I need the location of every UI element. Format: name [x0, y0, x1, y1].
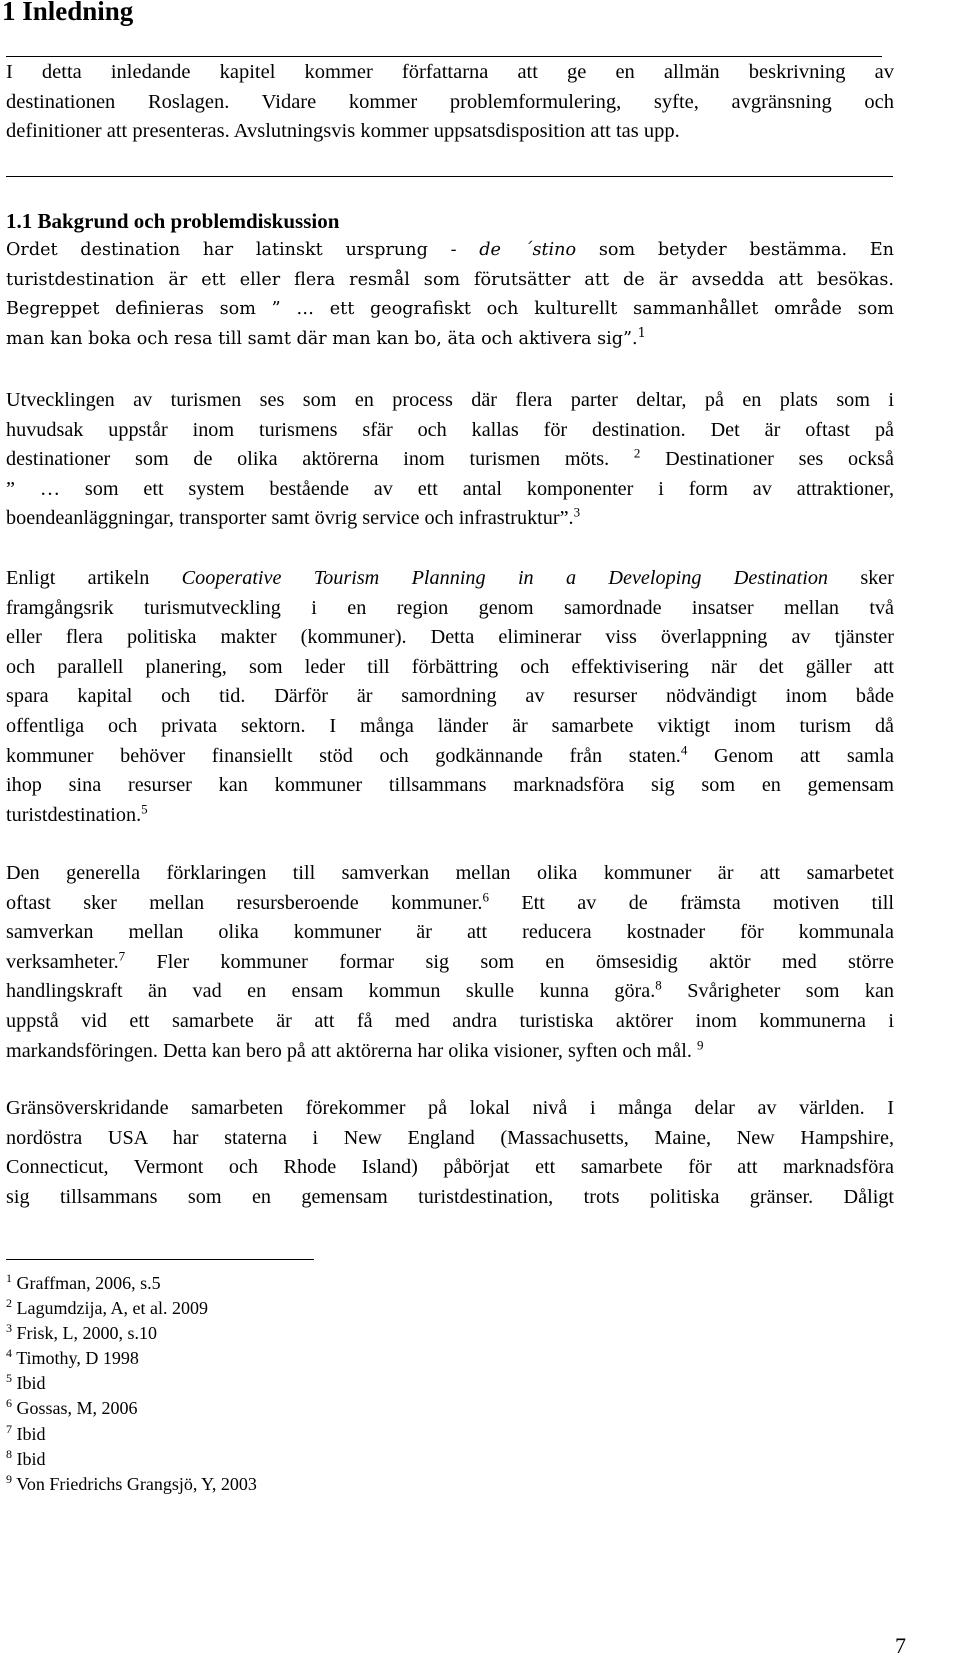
paragraph-line: nordöstra USA har staterna i New England (Massachusetts, Maine, New Hampshire,: [6, 1126, 894, 1149]
paragraph-5: [6, 1094, 894, 1212]
paragraph-line: turistdestination är ett eller flera resmål som förutsätter att de är avsedda att besökas.: [6, 269, 894, 290]
paragraph-line: [6, 236, 894, 266]
paragraph-line: [6, 742, 894, 772]
paragraph-line: huvudsak uppstår inom turismens sfär och kallas för destination. Det är oftast på: [6, 418, 894, 441]
footnote-item: [6, 1447, 257, 1472]
paragraph-line: [6, 325, 894, 355]
footnote-text: Timothy, D 1998: [16, 1348, 139, 1369]
footnote-number: 4: [6, 1346, 12, 1361]
chapter-heading: 1 Inledning: [2, 0, 134, 26]
text-segment: Genom att samla: [687, 744, 894, 767]
paragraph-line: [6, 564, 894, 594]
text-segment: oftast sker mellan resursberoende kommuner.: [6, 891, 483, 914]
footnote-ref: 4: [680, 741, 688, 757]
paragraph-3: [6, 564, 894, 830]
italic-term: de ´stino: [479, 240, 577, 260]
text-segment: Ordet destination har latinskt ursprung -: [6, 240, 480, 260]
page-number: 7: [895, 1633, 906, 1658]
footnote-separator: [6, 1259, 314, 1260]
footnote-ref: 3: [573, 504, 581, 520]
text-segment: destinationer som de olika aktörerna inom turismen möts.: [6, 448, 634, 471]
paragraph-line: framgångsrik turismutveckling i en region genom samordnade insatser mellan två: [6, 596, 894, 619]
paragraph-line: sig tillsammans som en gemensam turistdestination, trots politiska gränser. Dåligt: [6, 1185, 894, 1208]
footnote-ref: 7: [118, 948, 126, 964]
paragraph-line: [6, 889, 894, 919]
footnote-ref: 8: [655, 977, 662, 993]
text-segment: boendeanläggningar, transporter samt övrig service och infrastruktur”.: [6, 507, 574, 530]
intro-line: definitioner att presenteras. Avslutningsvis kommer uppsatsdisposition att tas upp.: [6, 120, 680, 143]
footnote-item: [6, 1296, 257, 1321]
text-segment: man kan boka och resa till samt där man kan bo, äta och aktivera sig”.: [6, 328, 638, 349]
top-rule: [6, 56, 882, 57]
text-segment: Ett av de främsta motiven till: [488, 891, 894, 914]
paragraph-line: Den generella förklaringen till samverkan mellan olika kommuner är att samarbetet: [6, 862, 894, 884]
paragraph-1: [6, 236, 894, 354]
italic-title: Cooperative Tourism Planning in a Developing Destination: [181, 567, 829, 589]
footnote-item: [6, 1271, 257, 1296]
text-segment: Enligt artikeln: [6, 567, 182, 589]
footnote-ref: 2: [633, 445, 641, 461]
paragraph-line: [6, 1037, 894, 1067]
footnote-ref: 9: [696, 1036, 704, 1052]
paragraph-line: [6, 977, 894, 1007]
paragraph-line: offentliga och privata sektorn. I många länder är samarbete viktigt inom turism då: [6, 714, 894, 737]
text-segment: handlingskraft än vad en ensam kommun skulle kunna göra.: [6, 980, 656, 1003]
text-segment: Fler kommuner formar sig som en ömsesidig aktör med större: [125, 950, 894, 973]
footnote-number: 5: [6, 1371, 12, 1386]
footnote-number: 1: [6, 1271, 12, 1285]
footnote-number: 2: [6, 1296, 12, 1311]
intro-paragraph: [6, 58, 894, 147]
footnote-number: 7: [6, 1421, 12, 1436]
footnote-item: [6, 1472, 257, 1497]
footnote-number: 8: [6, 1446, 12, 1461]
footnote-text: Ibid: [16, 1448, 46, 1469]
text-segment: som betyder bestämma. En: [576, 240, 894, 260]
footnote-text: Graffman, 2006, s.5: [16, 1273, 161, 1293]
intro-bottom-rule: [6, 176, 893, 177]
footnote-item: [6, 1371, 257, 1396]
footnote-ref: 5: [141, 801, 148, 817]
paragraph-4: [6, 859, 894, 1066]
footnote-text: Gossas, M, 2006: [16, 1398, 138, 1419]
footnote-ref: 1: [637, 325, 646, 341]
footnote-text: Ibid: [16, 1423, 46, 1444]
footnote-item: [6, 1422, 257, 1447]
paragraph-line: ihop sina resurser kan kommuner tillsammans marknadsföra sig som en gemensam: [6, 774, 894, 797]
footnote-ref: 6: [482, 888, 489, 904]
paragraph-line: [6, 445, 894, 475]
paragraph-line: [6, 948, 894, 978]
paragraph-line: Begreppet definieras som ” … ett geografiskt och kulturellt sammanhållet område som: [6, 299, 894, 320]
paragraph-line: Gränsöverskridande samarbeten förekommer på lokal nivå i många delar av världen. I: [6, 1097, 894, 1119]
paragraph-line: [6, 504, 894, 534]
text-segment: Svårigheter som kan: [661, 980, 894, 1003]
paragraph-line: uppstå vid ett samarbete är att få med andra turistiska aktörer inom kommunerna i: [6, 1009, 894, 1032]
footnote-text: Frisk, L, 2000, s.10: [16, 1323, 158, 1344]
intro-line: I detta inledande kapitel kommer författarna att ge en allmän beskrivning av: [6, 61, 894, 83]
intro-line: destinationen Roslagen. Vidare kommer problemformulering, syfte, avgränsning och: [6, 90, 894, 113]
footnote-item: [6, 1346, 257, 1371]
footnote-number: 3: [6, 1321, 12, 1336]
paragraph-line: Connecticut, Vermont och Rhode Island) påbörjat ett samarbete för att marknadsföra: [6, 1156, 894, 1179]
section-heading: 1.1 Bakgrund och problemdiskussion: [6, 209, 340, 233]
footnote-item: [6, 1321, 257, 1346]
footnote-text: Von Friedrichs Grangsjö, Y, 2003: [16, 1473, 257, 1494]
text-segment: Destinationer ses också: [640, 448, 894, 471]
text-segment: turistdestination.: [6, 803, 142, 826]
paragraph-line: spara kapital och tid. Därför är samordning av resurser nödvändigt inom både: [6, 685, 894, 708]
paragraph-line: Utvecklingen av turismen ses som en process där flera parter deltar, på en plats som i: [6, 389, 894, 411]
paragraph-line: [6, 801, 894, 831]
text-segment: verksamheter.: [6, 950, 119, 973]
footnote-list: [6, 1271, 257, 1497]
footnote-text: Lagumdzija, A, et al. 2009: [16, 1298, 208, 1319]
footnote-item: [6, 1396, 257, 1421]
text-segment: sker: [828, 567, 894, 589]
paragraph-line: och parallell planering, som leder till förbättring och effektivisering när det gäller att: [6, 655, 894, 678]
text-segment: kommuner behöver finansiellt stöd och godkännande från staten.: [6, 744, 681, 767]
footnote-text: Ibid: [16, 1373, 46, 1394]
paragraph-line: eller flera politiska makter (kommuner). Detta eliminerar viss överlappning av tjänster: [6, 626, 894, 649]
paragraph-line: samverkan mellan olika kommuner är att reducera kostnader för kommunala: [6, 921, 894, 944]
footnote-number: 6: [6, 1396, 12, 1411]
footnote-number: 9: [6, 1471, 12, 1486]
paragraph-2: [6, 386, 894, 534]
paragraph-line: ” … som ett system bestående av ett antal komponenter i form av attraktioner,: [6, 477, 894, 500]
text-segment: markandsföringen. Detta kan bero på att aktörerna har olika visioner, syften och mål.: [6, 1039, 697, 1062]
